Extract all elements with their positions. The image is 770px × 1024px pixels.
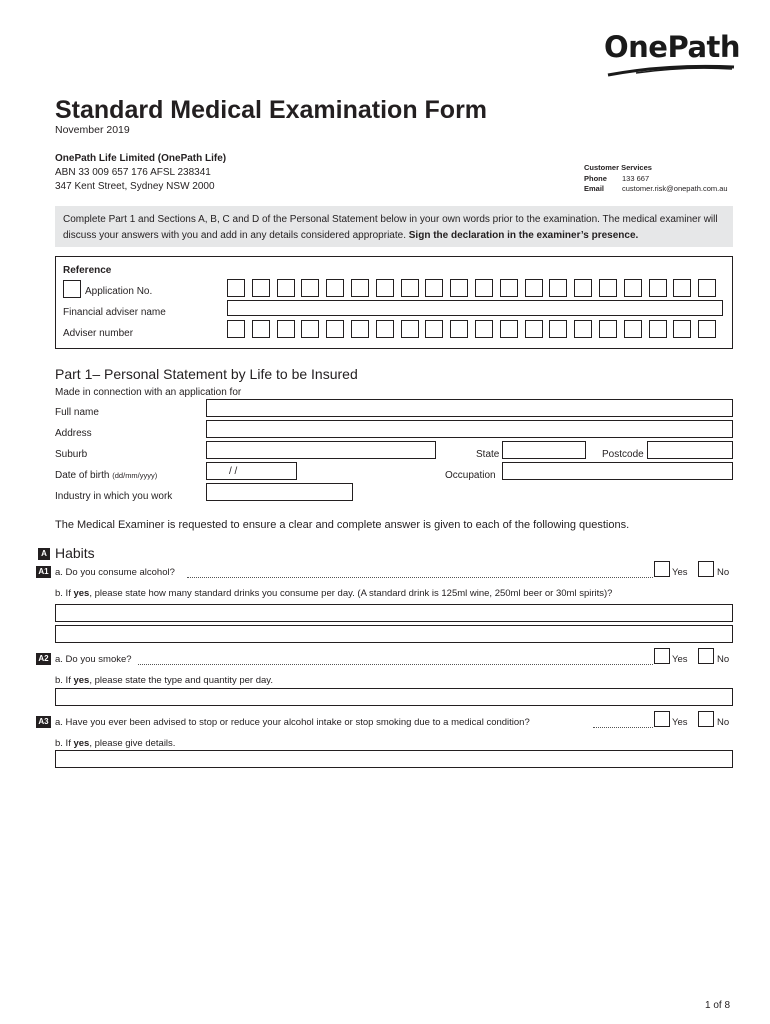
a3-leader — [593, 727, 653, 728]
adviser-number-cell[interactable] — [425, 320, 443, 338]
a3-no-label: No — [717, 717, 730, 728]
postcode-input[interactable] — [647, 441, 733, 459]
form-date: November 2019 — [55, 124, 130, 136]
a1-answer-line-1[interactable] — [55, 604, 733, 622]
application-no-cell[interactable] — [475, 279, 493, 297]
part1-title: Part 1– Personal Statement by Life to be Insured — [55, 366, 358, 382]
a1-leader — [187, 577, 653, 578]
made-in-connection-label: Made in connection with an application for — [55, 387, 242, 398]
email-value[interactable]: customer.risk@onepath.com.au — [622, 184, 728, 193]
adviser-number-cell[interactable] — [599, 320, 617, 338]
a3-b-pre: b. If — [55, 738, 74, 749]
email-label: Email — [584, 184, 605, 193]
a3-yes-checkbox[interactable] — [654, 711, 670, 727]
page-title: Standard Medical Examination Form — [55, 96, 488, 124]
dob-input[interactable]: / / — [206, 462, 297, 480]
a1-answer-line-2[interactable] — [55, 625, 733, 643]
adviser-number-cell[interactable] — [649, 320, 667, 338]
adviser-number-cell[interactable] — [227, 320, 245, 338]
dob-format: (dd/mm/yyyy) — [112, 471, 158, 480]
application-checkbox[interactable] — [63, 280, 81, 298]
a3-yes-label: Yes — [672, 717, 688, 728]
application-no-cell[interactable] — [450, 279, 468, 297]
logo-swoosh-icon — [606, 62, 738, 78]
application-no-cell[interactable] — [525, 279, 543, 297]
a2-b-pre: b. If — [55, 675, 74, 686]
a2-no-label: No — [717, 654, 730, 665]
adviser-name-input[interactable] — [227, 300, 723, 316]
a1-question: a. Do you consume alcohol? — [55, 567, 175, 578]
a2-b-question — [55, 675, 273, 686]
application-no-cell[interactable] — [351, 279, 369, 297]
adviser-number-cell[interactable] — [475, 320, 493, 338]
application-no-cell[interactable] — [624, 279, 642, 297]
suburb-input[interactable] — [206, 441, 436, 459]
onepath-logo — [604, 30, 741, 76]
company-abn: ABN 33 009 657 176 AFSL 238341 — [55, 167, 211, 178]
application-no-cell[interactable] — [599, 279, 617, 297]
a2-question: a. Do you smoke? — [55, 654, 132, 665]
phone-value: 133 667 — [622, 174, 650, 183]
a1-badge: A1 — [36, 566, 51, 578]
adviser-number-cell[interactable] — [698, 320, 716, 338]
full-name-label: Full name — [55, 407, 99, 418]
a3-b-post: , please give details. — [89, 738, 176, 749]
a3-answer-line[interactable] — [55, 750, 733, 768]
application-no-cell[interactable] — [574, 279, 592, 297]
application-no-cell[interactable] — [227, 279, 245, 297]
adviser-number-cell[interactable] — [376, 320, 394, 338]
a2-yes-label: Yes — [672, 654, 688, 665]
adviser-name-label: Financial adviser name — [63, 307, 166, 318]
intro-text: Complete Part 1 and Sections A, B, C and D of the Personal Statement below in your own words prior to the examination. The medical examiner will discuss your answers with you and add in any details considered appropriate. — [63, 214, 718, 241]
address-label: Address — [55, 428, 92, 439]
industry-label: Industry in which you work — [55, 491, 173, 502]
examiner-note: The Medical Examiner is requested to ensure a clear and complete answer is given to each of the following questions. — [55, 519, 630, 531]
adviser-number-cell[interactable] — [277, 320, 295, 338]
application-no-cell[interactable] — [277, 279, 295, 297]
a2-badge: A2 — [36, 653, 51, 665]
application-no-cell[interactable] — [252, 279, 270, 297]
application-no-cell[interactable] — [698, 279, 716, 297]
adviser-number-cell[interactable] — [252, 320, 270, 338]
company-name: OnePath Life Limited (OnePath Life) — [55, 153, 227, 164]
application-no-label: Application No. — [85, 286, 153, 297]
adviser-number-cell[interactable] — [301, 320, 319, 338]
application-no-cell[interactable] — [425, 279, 443, 297]
adviser-number-cell[interactable] — [450, 320, 468, 338]
a1-yes-checkbox[interactable] — [654, 561, 670, 577]
adviser-number-cell[interactable] — [401, 320, 419, 338]
application-no-cell[interactable] — [376, 279, 394, 297]
postcode-label: Postcode — [602, 449, 644, 460]
application-no-cell[interactable] — [500, 279, 518, 297]
adviser-number-cell[interactable] — [574, 320, 592, 338]
intro-bold: Sign the declaration in the examiner’s presence. — [408, 230, 639, 241]
page-number: 1 of 8 — [705, 1000, 731, 1011]
a3-no-checkbox[interactable] — [698, 711, 714, 727]
application-no-cell[interactable] — [673, 279, 691, 297]
occupation-label: Occupation — [445, 470, 496, 481]
a2-yes-checkbox[interactable] — [654, 648, 670, 664]
a1-b-post: , please state how many standard drinks you consume per day. (A standard drink is 125ml wine, 250ml beer or 30ml spirits)? — [89, 588, 613, 599]
state-input[interactable] — [502, 441, 586, 459]
a3-badge: A3 — [36, 716, 51, 728]
a1-no-checkbox[interactable] — [698, 561, 714, 577]
adviser-number-cell[interactable] — [326, 320, 344, 338]
intro-box — [55, 206, 733, 247]
a2-b-bold: yes — [73, 675, 90, 686]
customer-services-heading: Customer Services — [584, 163, 652, 172]
a2-answer-line[interactable] — [55, 688, 733, 706]
dob-label — [55, 470, 157, 481]
section-a-badge: A — [38, 548, 50, 560]
phone-label: Phone — [584, 174, 607, 183]
company-address: 347 Kent Street, Sydney NSW 2000 — [55, 181, 215, 192]
application-no-cell[interactable] — [326, 279, 344, 297]
industry-input[interactable] — [206, 483, 353, 501]
full-name-input[interactable] — [206, 399, 733, 417]
a1-b-question — [55, 588, 612, 599]
a3-b-bold: yes — [73, 738, 90, 749]
logo-text: OnePath — [604, 30, 741, 64]
a1-b-pre: b. If — [55, 588, 74, 599]
adviser-number-label: Adviser number — [63, 328, 134, 339]
adviser-number-cell[interactable] — [624, 320, 642, 338]
reference-heading: Reference — [63, 265, 112, 276]
adviser-number-cell[interactable] — [673, 320, 691, 338]
a1-no-label: No — [717, 567, 730, 578]
adviser-number-cell[interactable] — [500, 320, 518, 338]
state-label: State — [476, 449, 500, 460]
application-no-cell[interactable] — [301, 279, 319, 297]
adviser-number-cell[interactable] — [525, 320, 543, 338]
a1-b-bold: yes — [73, 588, 90, 599]
a3-question: a. Have you ever been advised to stop or reduce your alcohol intake or stop smoking due to a medical condition? — [55, 717, 530, 728]
a1-yes-label: Yes — [672, 567, 688, 578]
a2-b-post: , please state the type and quantity per day. — [89, 675, 273, 686]
dob-label-text: Date of birth — [55, 470, 110, 481]
section-a-title: Habits — [55, 545, 95, 561]
a2-no-checkbox[interactable] — [698, 648, 714, 664]
adviser-number-cell[interactable] — [351, 320, 369, 338]
address-input[interactable] — [206, 420, 733, 438]
suburb-label: Suburb — [55, 449, 88, 460]
application-no-cell[interactable] — [549, 279, 567, 297]
occupation-input[interactable] — [502, 462, 733, 480]
adviser-number-cell[interactable] — [549, 320, 567, 338]
application-no-cell[interactable] — [649, 279, 667, 297]
application-no-cell[interactable] — [401, 279, 419, 297]
a2-leader — [138, 664, 653, 665]
a3-b-question — [55, 738, 175, 749]
